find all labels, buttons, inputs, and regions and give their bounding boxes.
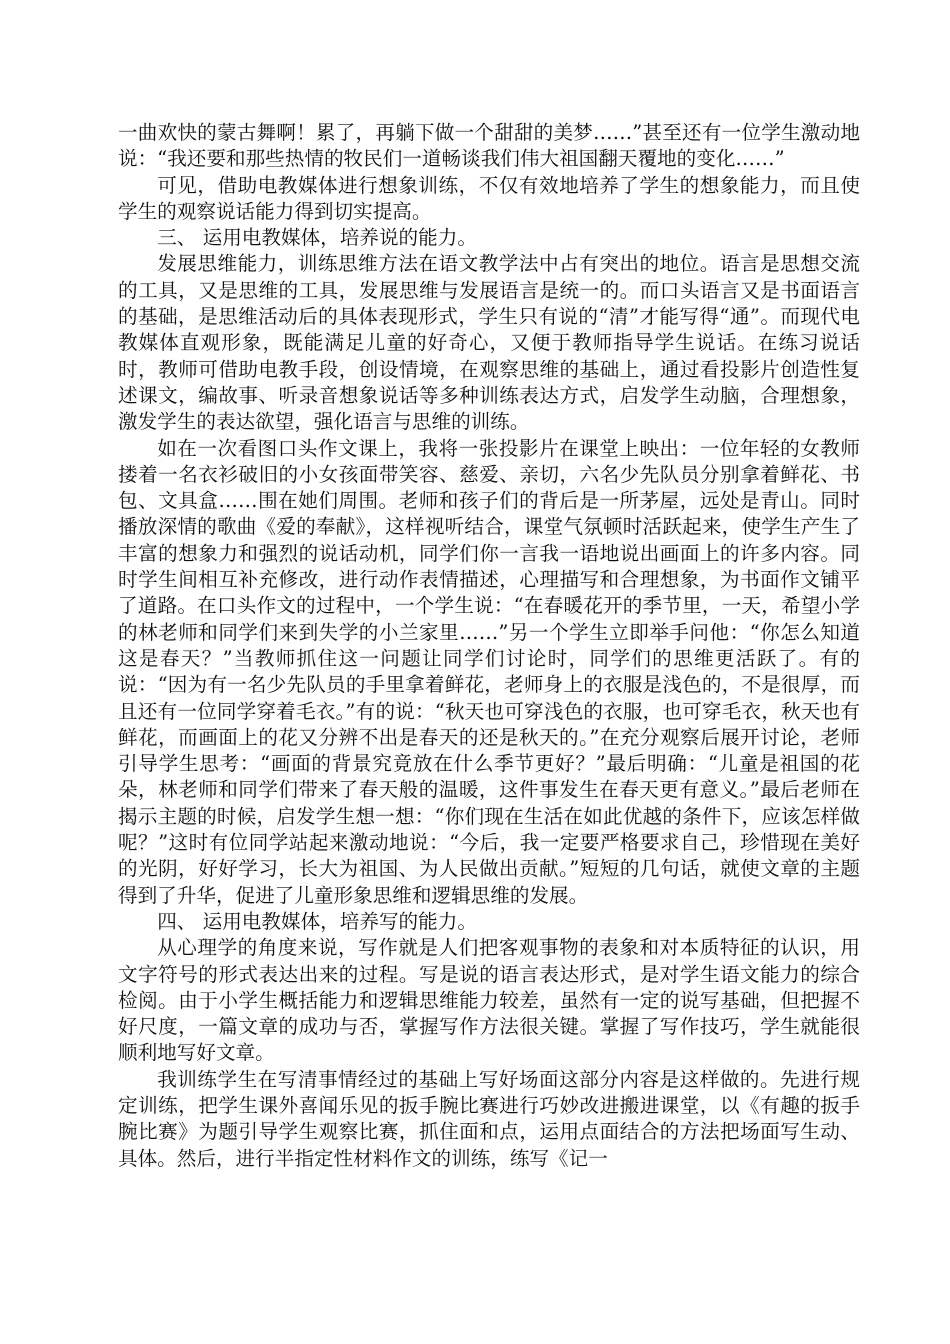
section-heading-speaking: 三、 运用电教媒体，培养说的能力。	[157, 226, 477, 250]
document-page	[118, 120, 860, 1172]
paragraph-thinking-ability: 发展思维能力，训练思维方法在语文教学法中占有突出的地位。语言是思想交流的工具，又是思维的工具，发展思维与发展语言是统一的。而口头语言又是书面语言的基础，是思维活动后的具体表现形式，学生只有说的“清”才能写得“通”。而现代电教媒体直观形象，既能满足儿童的好奇心，又便于教师指导学生说话。在练习说话时，教师可借助电教手段，创设情境，在观察思维的基础上，通过看投影片创造性复述课文，编故事、听录音想象说话等多种训练表达方式，启发学生动脑，合理想象，激发学生的表达欲望，强化语言与思维的训练。	[118, 252, 860, 434]
paragraph-writing-training: 我训练学生在写清事情经过的基础上写好场面这部分内容是这样做的。先进行规定训练，把学生课外喜闻乐见的扳手腕比赛进行巧妙改进搬进课堂，以《有趣的扳手腕比赛》为题引导学生观察比赛，抓住面和点，运用点面结合的方法把场面写生动、具体。然后，进行半指定性材料作文的训练，练写《记一	[118, 1067, 860, 1170]
paragraph-writing-psychology: 从心理学的角度来说，写作就是人们把客观事物的表象和对本质特征的认识，用文字符号的形式表达出来的过程。写是说的语言表达形式，是对学生语文能力的综合检阅。由于小学生概括能力和逻辑思维能力较差，虽然有一定的说写基础，但把握不好尺度，一篇文章的成功与否，掌握写作方法很关键。掌握了写作技巧，学生就能很顺利地写好文章。	[118, 936, 860, 1065]
paragraph-imagination-summary: 可见，借助电教媒体进行想象训练，不仅有效地培养了学生的想象能力，而且使学生的观察说话能力得到切实提高。	[118, 173, 860, 223]
section-heading-writing: 四、 运用电教媒体，培养写的能力。	[157, 909, 477, 933]
paragraph-continuation: 一曲欢快的蒙古舞啊！累了，再躺下做一个甜甜的美梦……”甚至还有一位学生激动地说：“我还要和那些热情的牧民们一道畅谈我们伟大祖国翻天覆地的变化……”	[118, 121, 860, 171]
paragraph-oral-composition-example: 如在一次看图口头作文课上，我将一张投影片在课堂上映出：一位年轻的女教师搂着一名衣衫破旧的小女孩面带笑容、慈爱、亲切，六名少先队员分别拿着鲜花、书包、文具盒……围在她们周围。老师和孩子们的背后是一所茅屋，远处是青山。同时播放深情的歌曲《爱的奉献》，这样视听结合，课堂气氛顿时活跃起来，使学生产生了丰富的想象力和强烈的说话动机，同学们你一言我一语地说出画面上的许多内容。同时学生间相互补充修改，进行动作表情描述，心理描写和合理想象，为书面作文铺平了道路。在口头作文的过程中，一个学生说：“在春暖花开的季节里，一天，希望小学的林老师和同学们来到失学的小兰家里……”另一个学生立即举手问他：“你怎么知道这是春天？”当教师抓住这一问题让同学们讨论时，同学们的思维更活跃了。有的说：“因为有一名少先队员的手里拿着鲜花，老师身上的衣服是浅色的，不是很厚，而且还有一位同学穿着毛衣。”有的说：“秋天也可穿浅色的衣服，也可穿毛衣，秋天也有鲜花，而画面上的花又分辨不出是春天的还是秋天的。”在充分观察后展开讨论，老师引导学生思考：“画面的背景究竟放在什么季节更好？”最后明确：“儿童是祖国的花朵，林老师和同学们带来了春天般的温暖，这件事发生在春天更有意义。”最后老师在揭示主题的时候，启发学生想一想：“你们现在生活在如此优越的条件下，应该怎样做呢？”这时有位同学站起来激动地说：“今后，我一定要严格要求自己，珍惜现在美好的光阴，好好学习，长大为祖国、为人民做出贡献。”短短的几句话，就使文章的主题得到了升华，促进了儿童形象思维和逻辑思维的发展。	[118, 436, 860, 907]
